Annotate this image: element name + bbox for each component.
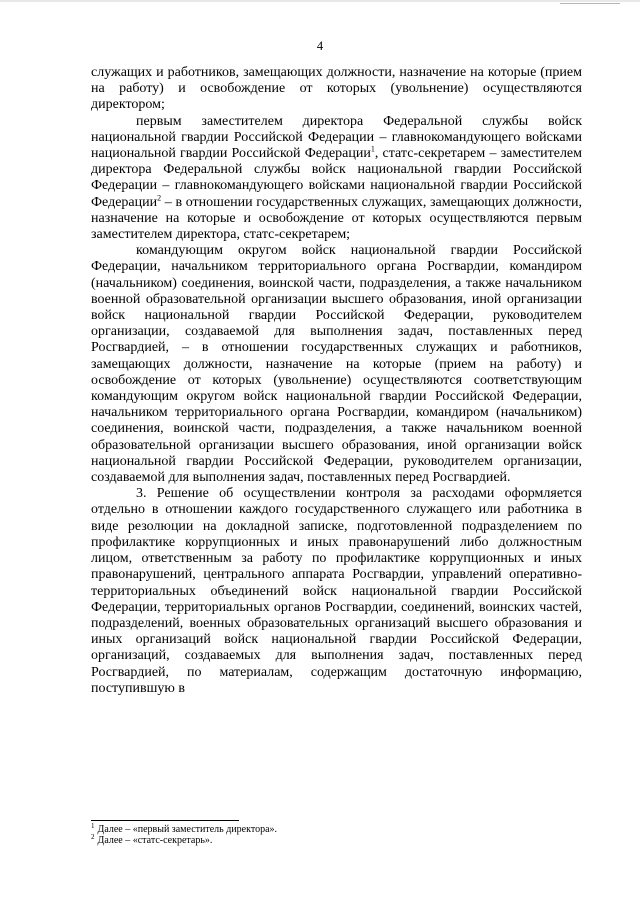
paragraph-2	[91, 114, 582, 244]
paragraph-2-part-3: – в отношении государственных служащих, замещающих должности, назначение на которые и освобождение от которых осуществляются первым заместителем директора, статс-секретарем;	[91, 194, 582, 243]
paragraph-4: 3. Решение об осуществлении контроля за расходами оформляется отдельно в отношении каждого государственного служащего или работника в виде резолюции на докладной записке, подготовленной подразделением по профилактике коррупционных и иных правонарушений либо должностным лицом, ответственным за работу по профилактике коррупционных и иных правонарушений, центрального аппарата Росгвардии, управлений оперативно-территориальных объединений войск национальной гвардии Российской Федерации, территориальных органов Росгвардии, соединений, воинских частей, подразделений, военных образовательных организаций высшего образования и иных организаций войск национальной гвардии Российской Федерации, организаций, создаваемых для выполнения задач, поставленных перед Росгвардией, по материалам, содержащим достаточную информацию, поступившую в	[91, 486, 582, 696]
footnote-2	[91, 832, 582, 846]
footnotes	[91, 821, 582, 846]
paragraph-1: служащих и работников, замещающих должности, назначение на которые (прием на работу) и освобождение от которых (увольнение) осуществляются директором;	[91, 65, 582, 113]
footnote-2-text: Далее – «статс-секретарь».	[97, 835, 213, 846]
paragraph-3: командующим округом войск национальной гвардии Российской Федерации, начальником территориального органа Росгвардии, командиром (начальником) соединения, воинской части, подразделения, а также начальником военной образовательной организации высшего образования, иной организации войск национальной гвардии Российской Федерации, руководителем организации, создаваемой для выполнения задач, поставленных перед Росгвардией, – в отношении государственных служащих и работников, замещающих должности, назначение на которые (прием на работу) и освобождение от которых (увольнение) осуществляются соответствующим командующим округом войск национальной гвардии Российской Федерации, начальником территориального органа Росгвардии, командиром (начальником) соединения, воинской части, подразделения, а также начальником военной образовательной организации высшего образования, иной организации войск национальной гвардии Российской Федерации, руководителем организации, создаваемой для выполнения задач, поставленных перед Росгвардией.	[91, 243, 582, 486]
body-text	[91, 65, 582, 697]
scan-edge	[0, 0, 640, 2]
footnote-2-mark: 2	[91, 832, 95, 841]
scan-mark	[560, 3, 620, 4]
footnote-1	[91, 821, 582, 835]
page-number: 4	[316, 39, 324, 53]
paragraph-2-part-1: первым заместителем директора Федеральной службы войск национальной гвардии Российской Федерации – главнокомандующего войсками национальной гвардии Российской Федерации	[91, 113, 582, 162]
footnote-ref-2: 2	[157, 192, 162, 202]
footnote-separator	[91, 820, 239, 821]
paragraph-2-part-2: , статс-секретарем – заместителем директора Федеральной службы войск национальной гвардии Российской Федерации – главнокомандующего войсками национальной гвардии Российской Федерации	[91, 146, 583, 210]
footnote-1-mark: 1	[91, 821, 95, 830]
footnote-1-text: Далее – «первый заместитель директора».	[97, 824, 278, 835]
footnote-ref-1: 1	[370, 144, 375, 154]
